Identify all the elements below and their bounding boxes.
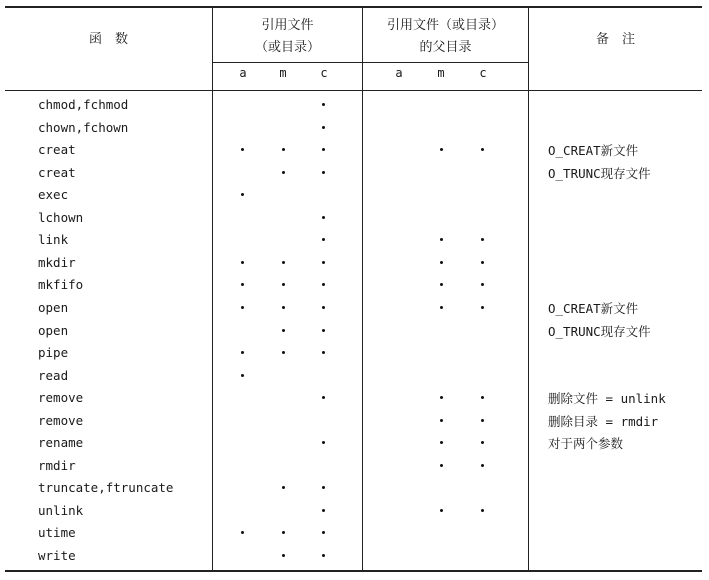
file-c-mark: [322, 171, 325, 174]
file-a-mark: [241, 261, 244, 264]
function-name: creat: [38, 164, 76, 180]
row-note: O_CREAT新文件: [548, 143, 639, 159]
function-name: open: [38, 299, 69, 315]
file-c-mark: [322, 329, 325, 332]
file-a-mark: [241, 193, 244, 196]
row-note: O_TRUNC现存文件: [548, 165, 651, 181]
file-c-mark: [322, 216, 325, 219]
function-name: truncate,ftruncate: [38, 480, 174, 496]
table-row: [0, 387, 709, 409]
header-function: 函 数: [88, 32, 128, 47]
file-c-mark: [322, 396, 325, 399]
table-row: [0, 117, 709, 139]
file-m-mark: [282, 171, 285, 174]
file-c-mark: [322, 486, 325, 489]
parent-c-mark: [481, 261, 484, 264]
table-row: [0, 410, 709, 432]
header-file-line2: （或目录）: [254, 40, 320, 55]
table-row: [0, 320, 709, 342]
table-row: [0, 184, 709, 206]
file-c-mark: [322, 238, 325, 241]
function-name: creat: [38, 142, 76, 158]
table-row: [0, 365, 709, 387]
table-row: [0, 545, 709, 567]
table-row: [0, 342, 709, 364]
parent-m-mark: [440, 238, 443, 241]
row-note: 删除文件 = unlink: [548, 391, 666, 407]
file-m-mark: [282, 261, 285, 264]
file-a-mark: [241, 351, 244, 354]
table-row: [0, 522, 709, 544]
parent-c-mark: [481, 238, 484, 241]
function-name: remove: [38, 390, 84, 406]
row-note: O_TRUNC现存文件: [548, 323, 651, 339]
subheader-file-c: c: [320, 66, 328, 80]
table-row: [0, 139, 709, 161]
function-name: read: [38, 367, 69, 383]
subheader-rule: [213, 62, 529, 63]
header-parent-line2: 的父目录: [419, 40, 472, 55]
parent-m-mark: [440, 306, 443, 309]
file-a-mark: [241, 283, 244, 286]
file-c-mark: [322, 126, 325, 129]
file-m-mark: [282, 148, 285, 151]
file-c-mark: [322, 306, 325, 309]
file-c-mark: [322, 531, 325, 534]
file-c-mark: [322, 148, 325, 151]
table-row: [0, 432, 709, 454]
file-m-mark: [282, 486, 285, 489]
table-row: [0, 274, 709, 296]
table-row: [0, 94, 709, 116]
function-name: lchown: [38, 209, 84, 225]
function-name: pipe: [38, 345, 69, 361]
parent-c-mark: [481, 509, 484, 512]
file-c-mark: [322, 103, 325, 106]
file-m-mark: [282, 306, 285, 309]
row-note: 删除目录 = rmdir: [548, 413, 659, 429]
file-a-mark: [241, 374, 244, 377]
parent-m-mark: [440, 419, 443, 422]
function-name: remove: [38, 412, 84, 428]
table-row: [0, 455, 709, 477]
function-name: chown,fchown: [38, 119, 129, 135]
file-m-mark: [282, 329, 285, 332]
subheader-parent-c: c: [479, 66, 487, 80]
file-a-mark: [241, 531, 244, 534]
subheader-parent-m: m: [437, 66, 445, 80]
file-m-mark: [282, 531, 285, 534]
function-name: mkdir: [38, 254, 76, 270]
parent-c-mark: [481, 306, 484, 309]
header-parent-line1: 引用文件（或目录）: [386, 18, 504, 33]
table-bottom-rule: [5, 570, 702, 572]
function-name: chmod,fchmod: [38, 97, 129, 112]
file-a-mark: [241, 306, 244, 309]
file-c-mark: [322, 509, 325, 512]
parent-m-mark: [440, 441, 443, 444]
function-name: write: [38, 548, 76, 563]
parent-c-mark: [481, 464, 484, 467]
function-name: unlink: [38, 502, 84, 518]
header-notes: 备 注: [595, 32, 635, 47]
table-row: [0, 229, 709, 251]
parent-m-mark: [440, 148, 443, 151]
header-bottom-rule: [5, 90, 702, 91]
table-top-rule: [5, 6, 702, 8]
table-row: [0, 252, 709, 274]
file-a-mark: [241, 148, 244, 151]
parent-m-mark: [440, 509, 443, 512]
table-row: [0, 297, 709, 319]
file-c-mark: [322, 351, 325, 354]
parent-m-mark: [440, 283, 443, 286]
parent-c-mark: [481, 419, 484, 422]
file-m-mark: [282, 554, 285, 557]
table-row: [0, 207, 709, 229]
function-name: open: [38, 322, 69, 338]
header-file-line1: 引用文件: [261, 18, 314, 33]
table-row: [0, 500, 709, 522]
parent-m-mark: [440, 396, 443, 399]
table-row: [0, 477, 709, 499]
function-name: rmdir: [38, 457, 76, 473]
function-name: link: [38, 232, 69, 248]
parent-m-mark: [440, 464, 443, 467]
subheader-file-a: a: [239, 66, 247, 80]
parent-c-mark: [481, 441, 484, 444]
file-c-mark: [322, 283, 325, 286]
function-name: utime: [38, 525, 76, 541]
parent-c-mark: [481, 396, 484, 399]
parent-m-mark: [440, 261, 443, 264]
file-m-mark: [282, 283, 285, 286]
row-note: O_CREAT新文件: [548, 300, 639, 316]
function-name: exec: [38, 187, 69, 203]
parent-c-mark: [481, 283, 484, 286]
subheader-parent-a: a: [395, 66, 403, 80]
file-c-mark: [322, 554, 325, 557]
row-note: 对于两个参数: [548, 436, 624, 452]
parent-c-mark: [481, 148, 484, 151]
table-row: [0, 162, 709, 184]
file-c-mark: [322, 441, 325, 444]
subheader-file-m: m: [279, 66, 287, 80]
file-m-mark: [282, 351, 285, 354]
function-name: mkfifo: [38, 277, 84, 293]
file-c-mark: [322, 261, 325, 264]
function-name: rename: [38, 435, 84, 451]
